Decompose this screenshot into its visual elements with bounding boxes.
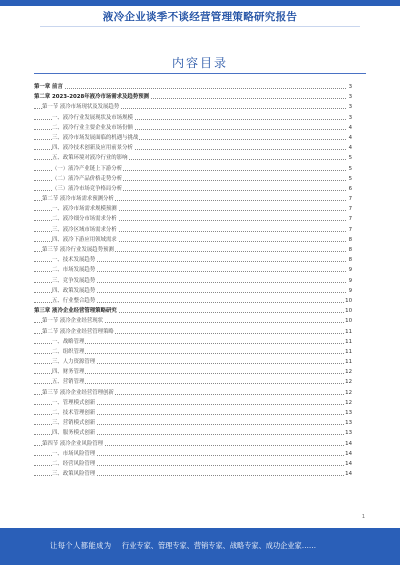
toc-entry[interactable] [34, 286, 352, 296]
toc-entry[interactable] [34, 214, 352, 224]
toc-entry[interactable] [34, 164, 352, 174]
toc-entry-page: 4 [348, 134, 352, 141]
toc-entry-label: 三、政策风险管理 [52, 471, 96, 478]
toc-entry[interactable] [34, 194, 352, 204]
toc-entry-label: 第一章 前言 [34, 84, 63, 90]
toc-entry-page: 10 [345, 318, 352, 325]
toc-entry-label: 一、液冷行业发展现状及市场规模 [52, 114, 133, 121]
toc-entry[interactable] [34, 418, 352, 428]
toc-entry-page: 9 [348, 267, 352, 274]
toc-entry-label: 四、服务模式创新 [52, 430, 96, 437]
toc-entry[interactable] [34, 408, 352, 418]
toc-entry-page: 3 [348, 84, 352, 90]
toc-entry-label: （二）液冷产品价格走势分析 [52, 175, 123, 182]
toc-entry-page: 12 [345, 379, 352, 386]
toc-entry-label: 一、液冷市场需求规模预测 [52, 206, 117, 213]
toc-entry-page: 13 [345, 410, 352, 416]
toc-entry-label: 三、营销模式创新 [52, 420, 96, 427]
toc-entry[interactable] [34, 265, 352, 275]
toc-entry-label: 第二章 2023-2028年液冷市场需求及趋势预测 [34, 94, 149, 101]
toc-entry-page: 8 [348, 247, 352, 253]
toc-entry[interactable] [34, 123, 352, 133]
toc-entry[interactable] [34, 235, 352, 245]
toc-entry[interactable] [34, 184, 352, 194]
toc-entry-label: 一、管理模式创新 [52, 399, 96, 406]
table-of-contents [34, 82, 352, 479]
toc-entry[interactable] [34, 92, 352, 102]
toc-entry-label: 五、政策环境对液冷行业的影响 [52, 155, 128, 162]
toc-entry-page: 3 [348, 94, 352, 101]
toc-entry-label: 三、竞争发展趋势 [52, 277, 96, 284]
toc-entry-label: 第三节 液冷行业发展趋势预测 [42, 247, 114, 253]
toc-entry[interactable] [34, 316, 352, 326]
toc-entry[interactable] [34, 377, 352, 387]
toc-entry[interactable] [34, 102, 352, 112]
toc-entry[interactable] [34, 296, 352, 306]
toc-entry[interactable] [34, 306, 352, 316]
header-divider [40, 26, 360, 27]
toc-entry-page: 14 [345, 450, 352, 457]
footer-slogan: 让每个人都能成为 [50, 541, 112, 550]
toc-entry-page: 6 [348, 185, 352, 192]
toc-entry-page: 11 [345, 338, 352, 345]
toc-entry-label: 四、液冷技术创新及应用前景分析 [52, 145, 133, 152]
toc-entry[interactable] [34, 337, 352, 347]
toc-entry-label: 三、液冷区域市场需求分析 [52, 226, 117, 233]
toc-entry-label: 二、经营风险管理 [52, 460, 96, 467]
toc-entry-page: 3 [348, 114, 352, 121]
toc-entry-label: 四、政策发展趋势 [52, 287, 96, 294]
toc-entry-label: 第三节 液冷企业经营管理创新 [42, 389, 114, 396]
toc-entry-label: 二、组织管理 [52, 348, 85, 355]
toc-entry-label: 一、市场风险管理 [52, 450, 96, 457]
footer-banner [0, 528, 400, 565]
toc-entry-page: 14 [345, 440, 352, 447]
toc-entry-page: 13 [345, 430, 352, 437]
toc-entry-page: 12 [345, 399, 352, 406]
toc-entry-label: 一、技术发展趋势 [52, 257, 96, 264]
toc-entry-label: 二、技术管理创新 [52, 410, 96, 416]
toc-entry[interactable] [34, 428, 352, 438]
toc-entry-page: 12 [345, 369, 352, 376]
toc-entry-page: 11 [345, 359, 352, 366]
toc-entry[interactable] [34, 113, 352, 123]
toc-entry-label: 五、行业整合趋势 [52, 297, 96, 304]
toc-entry-page: 7 [348, 226, 352, 233]
toc-entry-label: 三、液冷市场发展面临的机遇与挑战 [52, 134, 139, 141]
toc-entry-label: 四、液冷下游应用领域需求 [52, 236, 117, 243]
toc-entry-page: 4 [348, 145, 352, 152]
toc-entry-page: 13 [345, 420, 352, 427]
toc-entry-page: 11 [345, 328, 352, 335]
toc-entry[interactable] [34, 449, 352, 459]
toc-leader-dots [34, 88, 346, 89]
toc-entry[interactable] [34, 133, 352, 143]
toc-entry-page: 5 [348, 165, 352, 172]
header-top-bar [0, 0, 400, 6]
toc-entry-page: 7 [348, 206, 352, 213]
toc-entry-page: 8 [348, 236, 352, 243]
toc-entry-label: 第三章 液冷企业经营管理策略研究 [34, 308, 117, 315]
toc-entry[interactable] [34, 459, 352, 469]
toc-entry[interactable] [34, 357, 352, 367]
toc-entry[interactable] [34, 153, 352, 163]
toc-entry[interactable] [34, 398, 352, 408]
toc-entry[interactable] [34, 245, 352, 255]
toc-entry[interactable] [34, 204, 352, 214]
toc-entry-label: 第一节 液冷市场现状及发展趋势 [42, 104, 120, 111]
toc-entry-label: 一、战略管理 [52, 338, 85, 345]
page-number: 1 [361, 514, 365, 520]
toc-entry[interactable] [34, 276, 352, 286]
toc-entry[interactable] [34, 469, 352, 479]
toc-entry[interactable] [34, 367, 352, 377]
toc-title-divider [34, 73, 366, 74]
toc-entry[interactable] [34, 82, 352, 92]
report-header [0, 0, 400, 30]
toc-entry[interactable] [34, 225, 352, 235]
toc-entry-page: 7 [348, 216, 352, 223]
toc-entry-page: 5 [348, 155, 352, 162]
footer-roles: 行业专家、管理专家、营销专家、战略专家、成功企业家…… [122, 541, 317, 550]
toc-entry-page: 7 [348, 196, 352, 203]
toc-entry[interactable] [34, 439, 352, 449]
toc-entry[interactable] [34, 327, 352, 337]
toc-entry-page: 3 [348, 104, 352, 111]
toc-entry-page: 14 [345, 460, 352, 467]
toc-entry-page: 9 [348, 277, 352, 284]
toc-entry-label: 二、市场发展趋势 [52, 267, 96, 274]
toc-entry-page: 9 [348, 287, 352, 294]
toc-entry-page: 14 [345, 471, 352, 478]
toc-title: 内容目录 [171, 56, 228, 70]
toc-entry-page: 11 [345, 348, 352, 355]
toc-entry-page: 10 [345, 308, 352, 315]
toc-entry[interactable] [34, 347, 352, 357]
toc-entry-label: （三）液冷市场竞争格局分析 [52, 185, 123, 192]
toc-entry-label: 四、财务管理 [52, 369, 85, 376]
toc-entry-page: 12 [345, 389, 352, 396]
toc-entry-page: 4 [348, 124, 352, 131]
toc-entry-label: 第二节 液冷市场需求预测分析 [42, 196, 114, 203]
report-title: 液冷企业谈季不谈经营管理策略研究报告 [102, 11, 298, 23]
toc-entry[interactable] [34, 388, 352, 398]
toc-entry[interactable] [34, 255, 352, 265]
toc-entry-label: 二、液冷行业主要企业及市场份额 [52, 124, 133, 131]
toc-entry[interactable] [34, 174, 352, 184]
toc-entry-page: 8 [348, 257, 352, 264]
toc-entry-label: 第二节 液冷企业经营管理策略 [42, 328, 114, 335]
toc-entry-label: （一）液冷产业链上下游分析 [52, 165, 123, 172]
toc-entry-page: 5 [348, 175, 352, 182]
toc-entry-label: 二、液冷细分市场需求分析 [52, 216, 117, 223]
toc-entry-label: 第四节 液冷企业风险管理 [42, 440, 104, 447]
toc-entry-label: 五、营销管理 [52, 379, 85, 386]
toc-entry-page: 10 [345, 297, 352, 304]
toc-entry[interactable] [34, 143, 352, 153]
toc-entry-label: 第一节 液冷企业经营现状 [42, 318, 104, 325]
toc-entry-label: 三、人力资源管理 [52, 359, 96, 366]
